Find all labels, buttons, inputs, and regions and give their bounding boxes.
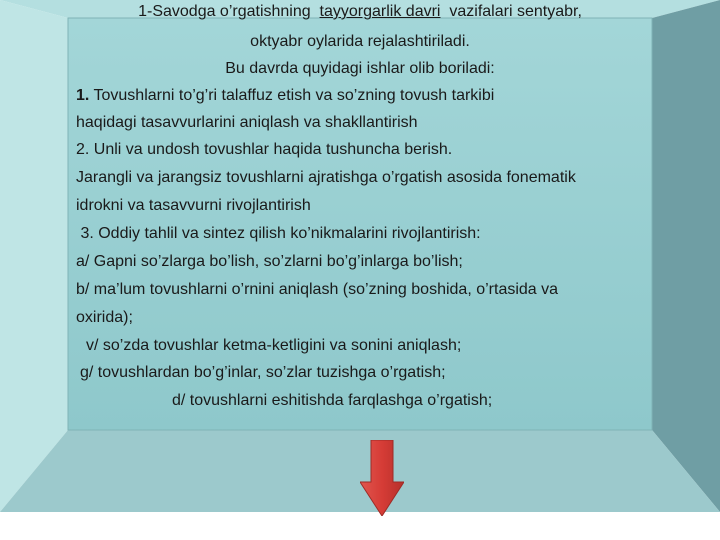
sub-item-a: a/ Gapni so’zlarga bo’lish, so’zlarni bo’g’inlarga bo’lish; xyxy=(76,253,463,270)
sub-item-d: d/ tovushlarni eshitishda farqlashga o’rgatish; xyxy=(172,392,493,409)
sub-item-b-line-1: b/ ma’lum tovushlarni o’rnini aniqlash (so’zning boshida, o’rtasida va xyxy=(76,281,559,298)
heading-line-2: oktyabr oylarida rejalashtiriladi. xyxy=(250,33,470,50)
heading-underlined: tayyorgarlik davri xyxy=(319,3,441,20)
item-3-line-1: 3. Oddiy tahlil va sintez qilish ko’nikmalarini rivojlantirish: xyxy=(76,225,481,242)
item-1-line-1: 1. Tovushlarni to’g’ri talaffuz etish va so’zning tovush tarkibi xyxy=(76,87,495,104)
down-arrow-icon xyxy=(360,440,404,516)
heading-line-3: Bu davrda quyidagi ishlar olib boriladi: xyxy=(225,60,495,77)
sub-item-g: g/ tovushlardan bo’g’inlar, so’zlar tuzishga o’rgatish; xyxy=(80,364,446,381)
item-1-line-2: haqidagi tasavvurlarini aniqlash va shakllantirish xyxy=(76,114,418,131)
item-2-line-3: idrokni va tasavvurni rivojlantirish xyxy=(76,197,311,214)
sub-item-v: v/ so’zda tovushlar ketma-ketligini va sonini aniqlash; xyxy=(86,337,462,354)
heading-line-1: 1-Savodga o’rgatishning tayyorgarlik davri vazifalari sentyabr, xyxy=(138,3,582,20)
item-2-line-2: Jarangli va jarangsiz tovushlarni ajratishga o’rgatish asosida fonematik xyxy=(76,169,576,186)
item-2-line-1: 2. Unli va undosh tovushlar haqida tushuncha berish. xyxy=(76,141,453,158)
sub-item-b-line-2: oxirida); xyxy=(76,309,133,326)
